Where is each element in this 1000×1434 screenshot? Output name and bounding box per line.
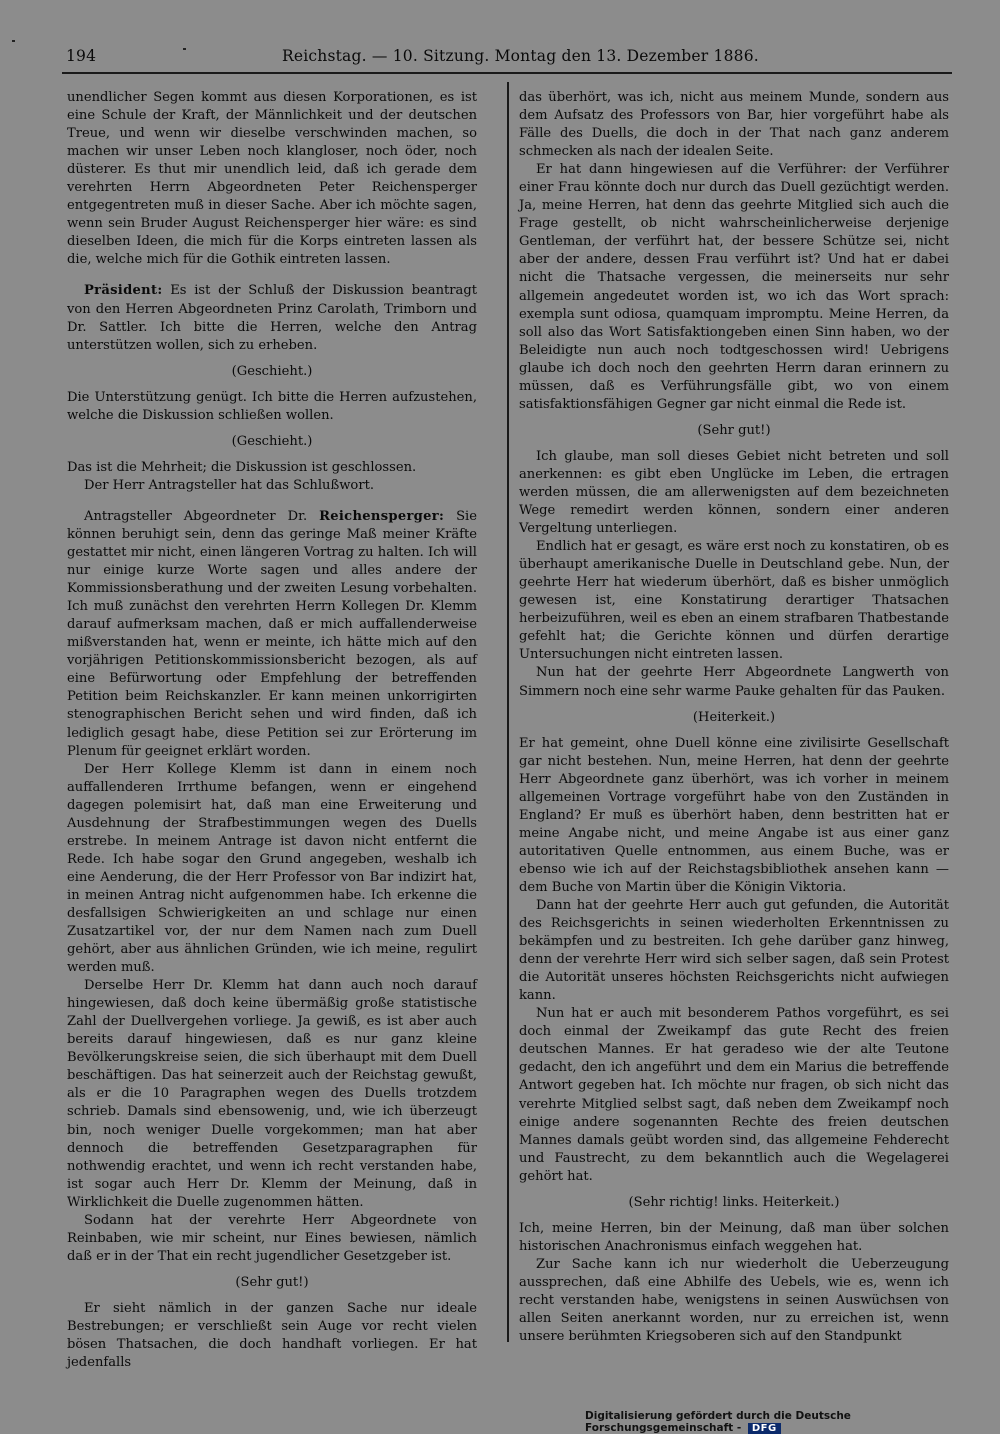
scan-speck bbox=[183, 48, 186, 50]
paragraph: unendlicher Segen kommt aus diesen Korporationen, es ist eine Schule der Kraft, der Männlichkeit und der deutschen Treue, und wenn wir dieselbe verschwinden machen, so machen wir unser Leben noch klangloser, noch öder, noch düsterer. Es thut mir unendlich leid, daß ich gerade dem verehrten Herrn Abgeordneten Peter Reichensperger entgegentreten muß in dieser Sache. Aber ich möchte sagen, wenn sein Bruder August Reichensperger hier wäre: es sind dieselben Ideen, die mich für die Korps eintreten lassen als die, welche mich für die Gothik eintreten lassen. bbox=[67, 90, 477, 268]
paragraph: Er sieht nämlich in der ganzen Sache nur ideale Bestrebungen; er verschließt sein Auge vor recht vielen bösen Thatsachen, die doch handhaft vorliegen. Er hat jedenfalls bbox=[67, 1300, 477, 1371]
stage-direction: (Geschieht.) bbox=[231, 433, 313, 449]
stage-direction: (Geschieht.) bbox=[231, 363, 313, 379]
left-column bbox=[67, 89, 477, 1372]
column-divider bbox=[507, 82, 509, 1342]
page-number: 194 bbox=[66, 47, 97, 65]
paragraph: Präsident: Es ist der Schluß der Diskussion beantragt von den Herren Abgeordneten Prinz Carolath, Trimborn und Dr. Sattler. Ich bitte die Herren, welche den Antrag unterstützen wollen, sich zu erheben. bbox=[67, 283, 477, 353]
speaker-name: Reichensperger: bbox=[319, 508, 445, 524]
credit-text: Digitalisierung gefördert durch die Deutsche Forschungsgemeinschaft - bbox=[585, 1410, 851, 1434]
header-rule bbox=[62, 72, 952, 74]
paragraph: Ich, meine Herren, bin der Meinung, daß man über solchen historischen Anachronismus einfach weggehen hat. bbox=[519, 1220, 949, 1254]
running-title: Reichstag. — 10. Sitzung. Montag den 13. Dezember 1886. bbox=[282, 47, 759, 65]
paragraph: Der Herr Kollege Klemm ist dann in einem noch auffallenderen Irrthume befangen, wenn er eingehend dagegen polemisirt hat, daß man eine Erweiterung und Ausdehnung der Strafbestimmungen wegen des Duells erstrebe. In meinem Antrage ist davon nicht entfernt die Rede. Ich habe sogar den Grund angegeben, weshalb ich eine Aenderung, die der Herr Professor von Bar indizirt hat, in meinen Antrag nicht aufgenommen habe. Ich erkenne die desfallsigen Schwierigkeiten an und schlage nur einen Zusatzartikel vor, der nur dem Namen nach zum Duell gehört, aber aus ähnlichen Gründen, wie ich meine, regulirt werden muß. bbox=[67, 761, 477, 976]
paragraph: Er hat gemeint, ohne Duell könne eine zivilisirte Gesellschaft gar nicht bestehen. Nun, meine Herren, hat denn der geehrte Herr Abgeordnete ganz überhört, was ich vorher in meinem allgemeinen Vortrage vorgeführt habe von den Zuständen in England? Er muß es überhört haben, denn bestritten hat er meine Angabe nicht, und meine Angabe ist aus einer ganz autoritativen Quelle entnommen, aus einem Buche, was er ebenso wie ich auf der Reichstagsbibliothek ansehen kann — dem Buche von Martin über die Königin Viktoria. bbox=[519, 735, 949, 895]
dfg-logo: DFG bbox=[748, 1423, 781, 1434]
paragraph: Der Herr Antragsteller hat das Schlußwort. bbox=[84, 477, 374, 493]
paragraph: Zur Sache kann ich nur wiederholt die Ueberzeugung aussprechen, daß eine Abhilfe des Uebels, wie es, wenn ich recht verstanden habe, wenigstens in seinen Auswüchsen von allen Seiten anerkannt worden, nur zu erreichen ist, wenn unsere berühmten Kriegsoberen sich auf den Standpunkt bbox=[519, 1256, 949, 1345]
paragraph: Die Unterstützung genügt. Ich bitte die Herren aufzustehen, welche die Diskussion schließen wollen. bbox=[67, 389, 477, 423]
paragraph: Derselbe Herr Dr. Klemm hat dann auch noch darauf hingewiesen, daß doch keine übermäßig große statistische Zahl der Duellvergehen vorliege. Ja gewiß, es ist aber auch bereits darauf hingewiesen, daß es nur ganz kleine Bevölkerungskreise seien, die sich überhaupt mit dem Duell beschäftigen. Das hat seinerzeit auch der Reichstag gewußt, als er die 10 Paragraphen wegen des Duells trotzdem schrieb. Damals sind ebensowenig, und, wie ich überzeugt bin, noch weniger Duelle vorgekommen; man hat aber dennoch die betreffenden Gesetzparagraphen für nothwendig erachtet, und wenn ich recht verstanden habe, ist sogar auch Herr Dr. Klemm der Meinung, daß in Wirklichkeit die Duelle zugenommen hätten. bbox=[67, 978, 477, 1210]
speaker-name: Präsident: bbox=[84, 283, 163, 299]
paragraph: Ich glaube, man soll dieses Gebiet nicht betreten und soll anerkennen: es gibt eben Unglücke im Leben, die ertragen werden müssen, die am allerwenigsten auf dem bezeichneten Wege remedirt werden können, sondern einer anderen Vergeltung unterliegen. bbox=[519, 448, 949, 537]
digitization-credit bbox=[585, 1410, 1000, 1434]
paragraph: Dann hat der geehrte Herr auch gut gefunden, die Autorität des Reichsgerichts in seinen wiederholten Erkenntnissen zu bekämpfen und zu bestreiten. Ich gehe darüber ganz hinweg, denn der verehrte Herr wird sich selber sagen, daß sein Protest die Autorität unseres höchsten Reichsgerichts nicht aufwiegen kann. bbox=[519, 898, 949, 1004]
paragraph: Das ist die Mehrheit; die Diskussion ist geschlossen. bbox=[67, 459, 417, 475]
stage-direction: (Sehr gut!) bbox=[235, 1274, 309, 1290]
stage-direction: (Sehr richtig! links. Heiterkeit.) bbox=[628, 1194, 840, 1210]
paragraph: Nun hat der geehrte Herr Abgeordnete Langwerth von Simmern noch eine sehr warme Pauke gehalten für das Pauken. bbox=[519, 665, 949, 699]
stage-direction: (Heiterkeit.) bbox=[692, 709, 776, 725]
paragraph: Sodann hat der verehrte Herr Abgeordnete von Reinbaben, wie mir scheint, nur Eines bewiesen, nämlich daß er in der That ein recht jugendlicher Gesetzgeber ist. bbox=[67, 1212, 477, 1264]
stage-direction: (Sehr gut!) bbox=[697, 422, 771, 438]
paragraph: Endlich hat er gesagt, es wäre erst noch zu konstatiren, ob es überhaupt amerikanische Duelle in Deutschland gebe. Nun, der geehrte Herr hat wiederum überhört, daß es bisher unmöglich gewesen ist, eine Konstatirung derartiger Thatsachen herbeizuführen, weil es eben an einem strafbaren Thatbestande gefehlt hat; die Gerichte können und dürfen derartige Untersuchungen nicht eintreten lassen. bbox=[519, 539, 949, 663]
running-header bbox=[62, 44, 948, 70]
scan-speck bbox=[12, 40, 15, 42]
paragraph: das überhört, was ich, nicht aus meinem Munde, sondern aus dem Aufsatz des Professors von Bar, hier vorgeführt habe als Fälle des Duells, die doch in der That nach ganz anderem schmecken als nach der idealen Seite. bbox=[519, 90, 949, 160]
right-column bbox=[519, 89, 949, 1346]
paragraph: Antragsteller Abgeordneter Dr. Reichensperger: Sie können beruhigt sein, denn das geringe Maß meiner Kräfte gestattet mir nicht, einen längeren Vortrag zu halten. Ich will nur einige kurze Worte sagen und alles andere der Kommissionsberathung und der zweiten Lesung vorbehalten. Ich muß zunächst den verehrten Herrn Kollegen Dr. Klemm darauf aufmerksam machen, daß er mich auffallenderweise mißverstanden hat, wenn er meinte, ich hätte mich auf den vorjährigen Petitionskommissionsbericht bezogen, als auf eine Befürwortung oder Empfehlung der betreffenden Petition beim Reichskanzler. Er kann meinen unkorrigirten stenographischen Bericht sehen und wird finden, daß ich lediglich gesagt habe, diese Petition sei zur Erörterung im Plenum für geeignet erklärt worden. bbox=[67, 508, 477, 759]
paragraph: Nun hat er auch mit besonderem Pathos vorgeführt, es sei doch einmal der Zweikampf das gute Recht des freien deutschen Mannes. Er hat geradeso wie der alte Teutone gedacht, den ich angeführt und dem ein Marius die betreffende Antwort gegeben hat. Ich möchte nur fragen, ob sich nicht das verehrte Mitglied selbst sagt, daß neben dem Zweikampf noch einige andere sogenannten Rechte des freien deutschen Mannes damals geübt worden sind, das allgemeine Fehderecht und Faustrecht, zu dem bekanntlich auch die Wegelagerei gehört hat. bbox=[519, 1006, 949, 1184]
paragraph: Er hat dann hingewiesen auf die Verführer: der Verführer einer Frau könnte doch nur durch das Duell gezüchtigt werden. Ja, meine Herren, hat denn das geehrte Mitglied sich auch die Frage gestellt, ob nicht wahrscheinlicherweise derjenige Gentleman, der verführt hat, der bessere Schütze sei, nicht aber der andere, dessen Frau verführt ist? Und hat er dabei nicht die Thatsache vergessen, die meinerseits nur sehr allgemein angedeutet worden ist, wo ich das Wort sprach: exempla sunt odiosa, quamquam impromptu. Meine Herren, da soll also das Wort Satisfaktiongeben einen Sinn haben, wo der Beleidigte nun auch noch todtgeschossen wird! Uebrigens glaube ich doch noch den geehrten Herrn daran erinnern zu müssen, daß es Verführungsfälle gibt, wo von einem satisfaktionsfähigen Gegner gar nicht einmal die Rede ist. bbox=[519, 162, 949, 412]
